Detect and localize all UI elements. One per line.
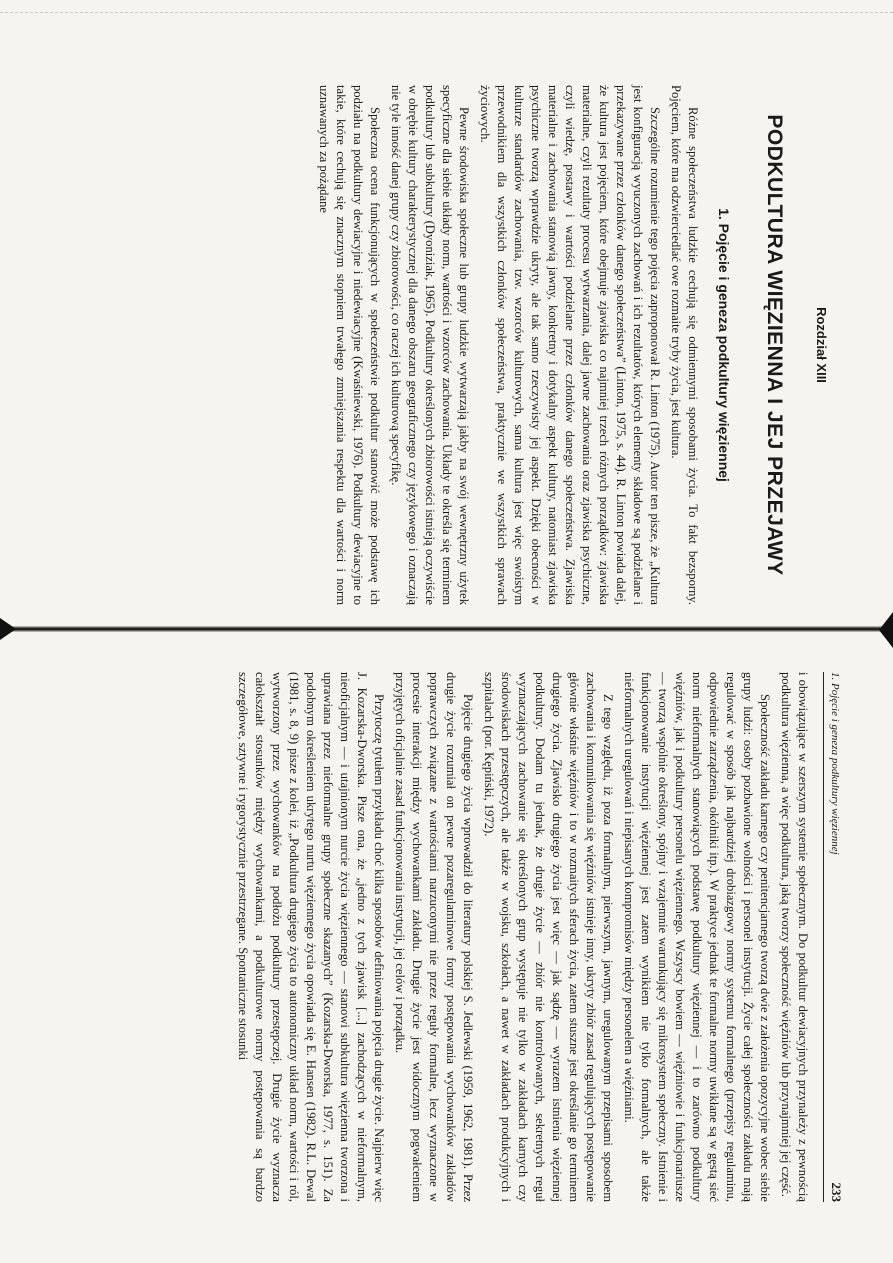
left-page bbox=[82, 85, 830, 605]
right-edge-marker-icon bbox=[879, 612, 893, 648]
section-heading: 1. Pojęcie i geneza podkultury więziennej bbox=[716, 208, 732, 482]
paragraph: Szczególne rozumienie tego pojęcia zaproponował R. Linton (1975). Autor ten pisze, że „Kultura jest konfiguracją wyuczonych zachowań i ich rezultatów, których elementy składowe są podzielane i przekazywane przez członków danego społeczeństwa” (Linton, 1975, s. 44). R. Linton powiada dalej, że kultura jest pojęciem, które obejmuje zjawiska co najmniej trzech różnych porządków: zjawiska materialne, czyli rezultaty procesu wytwarzania, dalej jawne zachowania oraz zjawiska psychiczne, czyli wiedzę, postawy i wartości podzielane przez członków danego społeczeństwa. Zjawiska materialne i zachowania stanowią jawny, konkretny i dotykalny aspekt kultury, natomiast zjawiska psychiczne tworzą wprawdzie ukryty, ale tak samo rzeczywisty jej aspekt. Dzięki obecności w kulturze standardów zachowania, tzw. wzorców kulturowych, sama kultura jest więc swoistym przewodnikiem dla wszystkich członków społeczeństwa, praktycznie we wszystkich sprawach życiowych. bbox=[478, 85, 662, 605]
running-header bbox=[823, 672, 845, 1202]
chapter-title: PODKULTURA WIĘZIENNA I JEJ PRZEJAWY bbox=[763, 114, 786, 576]
page-number: 233 bbox=[829, 1182, 844, 1202]
paragraph: Społeczność zakładu karnego czy penitencjarnego tworzą dwie z założenia opozycyjne wobec siebie grupy ludzi: osoby pozbawione wolności i personel instytucji. Życie całej społeczności zakładu mają regulować w sposób jak najbardziej drobiazgowy normy systemu formalnego (przepisy regulaminu, odpowiednie zarządzenia, okólniki itp.). W praktyce jednak te formalne normy uwikłane są w gęstą sieć norm nieformalnych stanowiących podstawę podkultury więziennej — i to zarówno podkultury więźniów, jak i podkultury personelu więziennego. Wszyscy bowiem — więźniowie i funkcjonariusze — tworzą wspólnie określony, spójny i wzajemnie warunkujący się mikrosystem społeczny. Istnienie i funkcjonowanie instytucji więziennej jest zatem wynikiem nie tylko formalnych, ale także nieformalnych uregulowań i niepisanych kompromisów między personelem a więźniami. bbox=[622, 672, 772, 1202]
left-edge-marker-icon bbox=[0, 618, 16, 640]
paragraph: Pewne środowiska społeczne lub grupy ludzkie wytwarzają jakby na swój wewnętrzny użytek specyficzne dla siebie układy norm, wartości i wzorców zachowania. Układy te określa się terminem podkultury lub subkultury (Dyoniziak, 1965). Podkultury określonych zbiorowości istnieją oczywiście w obrębie kultury charakterystycznej dla danego obszaru geograficznego czy językowego i oznaczają nie tyle inność danej grupy czy zbiorowości, co raczej ich kulturową specyfikę. bbox=[389, 85, 471, 605]
paragraph-continuation: i obowiązujące w szerszym systemie społecznym. Do podkultur dewiacyjnych przynależy z pewnością podkultura więzienna, a więc podkultura, jaką tworzy społeczność więźniów lub przynajmniej jej część. bbox=[779, 672, 810, 1202]
paragraph: Różne społeczeństwa ludzkie cechują się odmiennymi sposobami życia. To fakt bezsporny. Pojęciem, które ma odzwierciedlać owe rozmaite tryby życia, jest kultura. bbox=[669, 85, 700, 605]
book-gutter bbox=[0, 626, 893, 632]
paragraph: Przytoczę tytułem przykładu choć kilka sposobów definiowania pojęcia drugie życie. Najpierw więc J. Kozarska-Dworska. Pisze ona, że „jedno z tych zjawisk [...] zachodzących w nieformalnym, nieoficjalnym — i utajnionym nurcie życia więziennego — stanowi subkultura więzienna tworzona i uprawiana przez nieformalne grupy społeczne skazanych” (Kozarska-Dworska, 1977, s. 151). Za podobnym określeniem ukrytego nurtu więziennego życia opowiada się E. Hansen (1982). R.L. Dewal (1981, s. 8, 9) pisze z kolei, iż „Podkultura drugiego życia to autonomiczny układ norm, wartości i ról, wytworzony przez wychowanków na podłożu podkultury przestępczej. Drugie życie wyznacza całokształt stosunków między wychowankami, a podkulturowe normy postępowania są bardzo szczegółowe, sztywne i rygorystycznie przestrzegane. Spontaniczne stosunki bbox=[236, 672, 386, 1202]
running-title: 1. Pojęcie i geneza podkultury więziennej bbox=[829, 672, 841, 855]
paragraph: Pojęcie drugiego życia wprowadził do literatury polskiej S. Jedlewski (1959, 1962, 1981). Przez drugie życie rozumiał on pewne pozaregulaminowe formy postępowania wychowanków zakładów poprawczych związane z wartościami narzuconymi nie przez reguły formalne, lecz wyznaczone w procesie interakcji między wychowankami zakładu. Drugie życie jest widocznym pogwałceniem przyjętych oficjalnie zasad funkcjonowania instytucji, jej celów i porządku. bbox=[393, 672, 475, 1202]
paragraph: Społeczna ocena funkcjonujących w społeczeństwie podkultur stanowić może podstawę ich podziału na podkultury dewiacyjne i niedewiacyjne (Kwaśniewski, 1976). Podkultury dewiacyjne to takie, które cechują się znacznym stopniem trwałego zmniejszania respektu dla wartości i norm uznawanych za pożądane bbox=[317, 85, 382, 605]
scan-edge-line bbox=[0, 12, 893, 13]
chapter-label: Rozdział XIII bbox=[814, 307, 829, 383]
right-page bbox=[85, 672, 845, 1202]
paragraph: Z tego względu, iż poza formalnym, pierwszym, jawnym, uregulowanym przepisami sposobem zachowania i komunikowania się więźniów istnieje inny, ukryty zbiór zasad regulujących postępowanie głównie właśnie więźniów i to w rozmaitych sferach życia, zatem stuszne jest określanie go terminem drugiego życia. Zjawisko drugiego życia jest więc — jak sądzę — wyrazem istnienia więziennej podkultury. Dodam tu jednak, że drugie życie — zbiór nie kontrolowanych, sekretnych reguł wyznaczających zachowanie się określonych grup występuje nie tylko w zakładach karnych czy środowiskach przestępczych, ale także w wojsku, szkołach, a nawet w zakładach produkcyjnych i szpitalach (por. Kępiński, 1972). bbox=[482, 672, 615, 1202]
